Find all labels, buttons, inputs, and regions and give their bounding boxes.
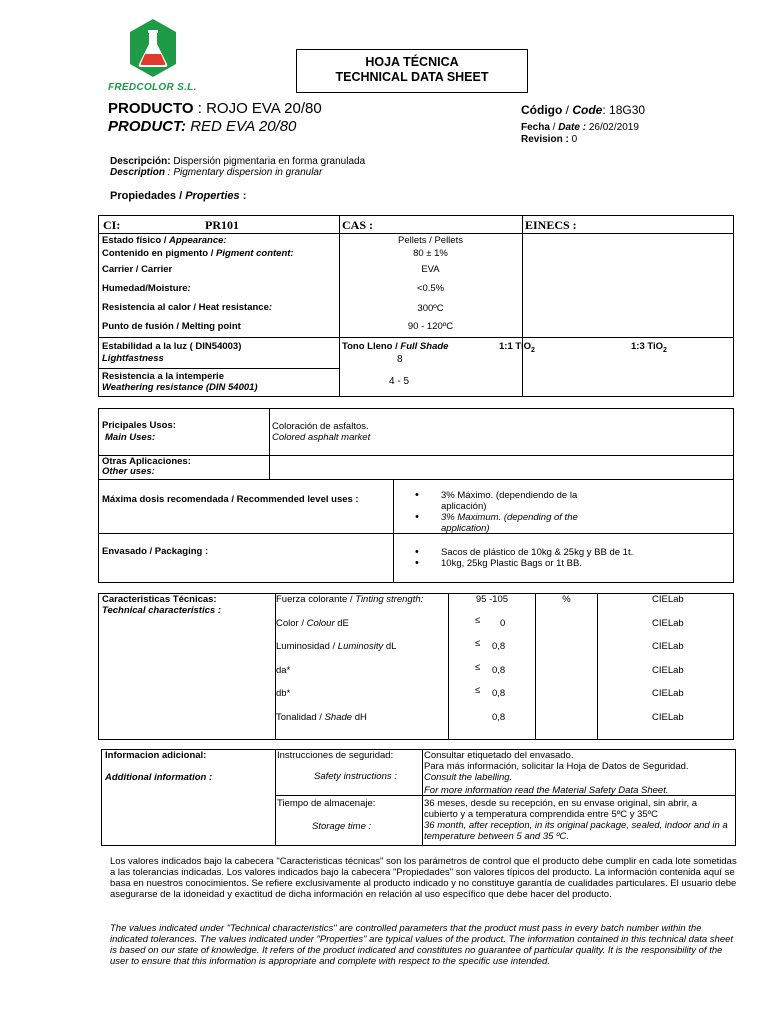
tech-sym-db: ≤ xyxy=(475,685,481,696)
pigment-content-value: 80 ± 1% xyxy=(413,248,448,259)
melting-point-value: 90 - 120ºC xyxy=(407,321,454,332)
main-uses-label-en: Main Uses: xyxy=(105,432,156,443)
other-uses-label-en: Other uses: xyxy=(102,466,155,477)
product-name-en: PRODUCT: RED EVA 20/80 xyxy=(108,118,297,135)
uses-table xyxy=(98,408,734,583)
carrier-label: Carrier / Carrier xyxy=(102,264,173,275)
tech-method-luminosity: CIELab xyxy=(652,641,684,652)
disclaimer-es: Los valores indicados bajo la cabecera "Caracteristicas técnicas" son los parámetros de control que el producto debe cumplir en cada lote sometidas a las tolerancias indicadas. Los valores indicados bajo la cabecera "Propiedades" son valores típicos del producto. La información contenida aquí se basa en nuestros conocimientos. Se refiere exclusivamente al producto indicado y no constituye garantía de cualidades particulares. El usuario debe asegurarse de la idoneidad y exactitud de dicha información en relación al uso específico que debe hacer del producto. xyxy=(110,856,737,900)
tech-method-shade: CIELab xyxy=(652,712,684,723)
properties-table xyxy=(98,215,734,397)
lightfastness-label-en: Lightfastness xyxy=(102,353,164,364)
tech-value-luminosity: 0,8 xyxy=(492,641,506,652)
tech-value-shade: 0,8 xyxy=(492,712,506,723)
recommended-dose-list xyxy=(401,490,601,534)
carrier-value: EVA xyxy=(421,264,440,275)
tech-value-da: 0,8 xyxy=(492,665,506,676)
heat-resistance-value: 300ºC xyxy=(417,303,444,314)
company-logo xyxy=(128,18,178,78)
packaging-item-es: • Sacos de plástico de 10kg & 25kg y BB de 1t. xyxy=(441,547,721,558)
weathering-label-es: Resistencia a la intemperie xyxy=(102,371,224,382)
tio2-1-3-label: 1:3 TiO$_2$ xyxy=(631,341,667,354)
tech-method-db: CIELab xyxy=(652,688,684,699)
safety-text: Consultar etiquetado del envasado. Para más información, solicitar la Hoja de Datos de Seguridad. Consult the labelling. For more information read the Material Safety Data Sheet. xyxy=(424,750,689,796)
storage-label-es: Tiempo de almacenaje: xyxy=(277,798,376,809)
tech-row-db: db* xyxy=(276,688,291,699)
technical-label-es: Caracteristicas Técnicas: xyxy=(102,594,217,605)
packaging-list xyxy=(401,547,721,569)
tech-row-tinting: Fuerza colorante / Tinting strength: xyxy=(276,594,424,605)
packaging-label: Envasado / Packaging : xyxy=(102,546,209,557)
tech-sym-luminosity: ≤ xyxy=(475,638,481,649)
description-es: Descripción: Dispersión pigmentaria en forma granulada xyxy=(110,156,366,167)
storage-label-en: Storage time : xyxy=(312,821,372,832)
dose-item-es: • 3% Máximo. (dependiendo de la aplicación) xyxy=(441,490,601,512)
safety-label-en: Safety instructions : xyxy=(314,771,397,782)
melting-point-label: Punto de fusión / Melting point xyxy=(102,321,241,332)
product-name-es: PRODUCTO : ROJO EVA 20/80 xyxy=(108,100,322,117)
tech-method-tinting: CIELab xyxy=(652,594,684,605)
product-code: Código / Code: 18G30 xyxy=(521,103,646,117)
lightfastness-value: 8 xyxy=(397,354,403,365)
tech-sym-colour: ≤ xyxy=(475,615,481,626)
lightfastness-label-es: Estabilidad a la luz ( DIN54003) xyxy=(102,341,242,352)
disclaimer-en: The values indicated under "Technical characteristics" are controlled parameters that the product must pass in every batch number within the indicated tolerances. The values indicated under "Properties" are typical values of the product. The information contained in this technical data sheet is based on our state of knowledge. It refers of the product indicated and constitutes no guarantee of particular quality. It is the responsibility of the user to ensure that this information is appropriate and complete with respect to the specific use intended. xyxy=(110,923,734,967)
pigment-content-label: Contenido en pigmento / Pigment content: xyxy=(102,248,294,259)
company-name: FREDCOLOR S.L. xyxy=(108,82,197,93)
document-title-es: HOJA TÉCNICA xyxy=(365,55,459,69)
einecs-label: EINECS : xyxy=(525,218,577,232)
tech-method-da: CIELab xyxy=(652,665,684,676)
moisture-value: <0.5% xyxy=(416,283,445,294)
appearance-label: Estado físico / Appearance: xyxy=(102,235,227,246)
tech-sym-da: ≤ xyxy=(475,662,481,673)
main-uses-value-es: Coloración de asfaltos. xyxy=(272,421,369,432)
tech-method-colour: CIELab xyxy=(652,618,684,629)
ci-value: PR101 xyxy=(205,218,239,232)
document-title-box xyxy=(296,49,528,93)
moisture-label: Humedad/Moisture: xyxy=(102,283,191,294)
weathering-value: 4 - 5 xyxy=(389,376,410,387)
storage-text: 36 meses, desde su recepción, en su envase original, sin abrir, a cubierto y a temperatura comprendida entre 5ºC y 35ºC 36 month, after reception, in its original package, sealed, indoor and in a temperature between 5 and 35 ºC. xyxy=(424,798,728,842)
recommended-dose-label: Máxima dosis recomendada / Recommended level uses : xyxy=(102,494,359,505)
additional-info-table xyxy=(101,749,736,846)
full-shade-label: Tono Lleno / Full Shade xyxy=(342,341,449,352)
revision: Revision : 0 xyxy=(521,134,578,145)
heat-resistance-label: Resistencia al calor / Heat resistance: xyxy=(102,302,273,313)
main-uses-label-es: Pricipales Usos: xyxy=(102,420,176,431)
tech-unit-tinting: % xyxy=(562,594,571,605)
cas-label: CAS : xyxy=(342,218,374,232)
technical-label-en: Technical characteristics : xyxy=(102,605,221,616)
tech-value-db: 0,8 xyxy=(492,688,506,699)
description-en: Description : Pigmentary dispersion in granular xyxy=(110,167,323,178)
document-title-en: TECHNICAL DATA SHEET xyxy=(335,70,489,84)
additional-label-es: Informacion adicional: xyxy=(105,750,207,761)
issue-date: Fecha / Date : 26/02/2019 xyxy=(521,122,639,133)
tio2-1-1-label: 1:1 TiO$_2$ xyxy=(499,341,535,354)
safety-label-es: Instrucciones de seguridad: xyxy=(277,750,394,761)
additional-label-en: Additional information : xyxy=(105,772,213,783)
tech-row-luminosity: Luminosidad / Luminosity dL xyxy=(276,641,397,652)
properties-heading: Propiedades / Properties : xyxy=(110,190,247,202)
appearance-value: Pellets / Pellets xyxy=(398,235,463,246)
tech-row-shade: Tonalidad / Shade dH xyxy=(276,712,367,723)
tech-value-tinting: 95 -105 xyxy=(475,594,509,605)
main-uses-value-en: Colored asphalt market xyxy=(272,432,371,443)
ci-label: CI: xyxy=(103,218,121,232)
other-uses-label-es: Otras Aplicaciones: xyxy=(102,456,191,467)
dose-item-en: • 3% Maximum. (depending of the application) xyxy=(441,512,601,534)
weathering-label-en: Weathering resistance (DIN 54001) xyxy=(102,382,258,393)
tech-value-colour: 0 xyxy=(500,618,506,629)
technical-table xyxy=(98,593,734,740)
packaging-item-en: • 10kg, 25kg Plastic Bags or 1t BB. xyxy=(441,558,721,569)
tech-row-da: da* xyxy=(276,665,291,676)
tech-row-colour: Color / Colour dE xyxy=(276,618,349,629)
flask-logo-icon xyxy=(128,18,178,78)
